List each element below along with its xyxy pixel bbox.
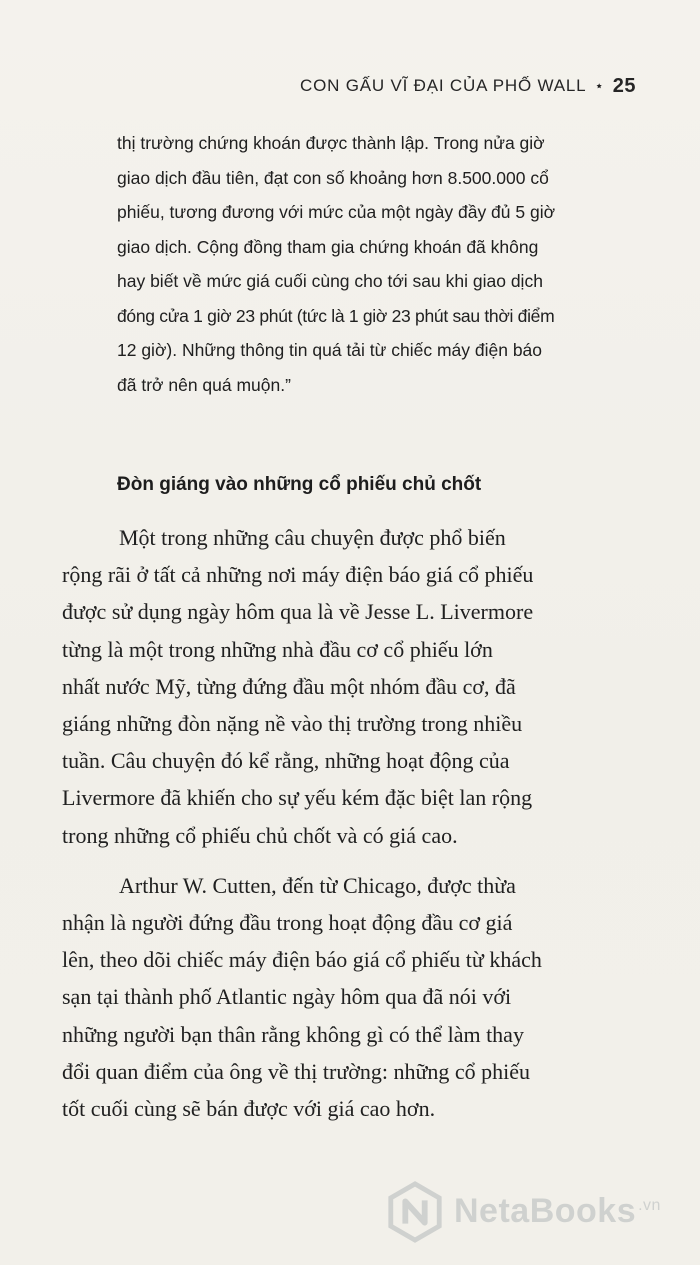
body-line: đổi quan điểm của ông về thị trường: những cổ phiếu	[62, 1058, 531, 1084]
quote-line: giao dịch đầu tiên, đạt con số khoảng hơn 8.500.000 cổ	[117, 167, 549, 188]
body-line: giáng những đòn nặng nề vào thị trường trong nhiều	[62, 711, 523, 737]
quote-line: 12 giờ). Những thông tin quá tải từ chiếc máy điện báo	[117, 340, 543, 360]
paragraph	[62, 867, 642, 1127]
body-line: những người bạn thân rằng không gì có thể làm thay	[62, 1021, 524, 1047]
body-line: lên, theo dõi chiếc máy điện báo giá cổ phiếu từ khách	[62, 947, 542, 973]
quote-line: đóng cửa 1 giờ 23 phút (tức là 1 giờ 23 phút sau thời điểm	[117, 305, 555, 326]
star-icon	[596, 75, 602, 97]
body-line: Livermore đã khiến cho sự yếu kém đặc biệt lan rộng	[62, 785, 533, 811]
quote-line: phiếu, tương đương với mức của một ngày đầy đủ 5 giờ	[117, 202, 556, 222]
body-line: từng là một trong những nhà đầu cơ cổ phiếu lớn	[62, 636, 493, 662]
paragraph	[62, 519, 642, 854]
watermark	[378, 1179, 678, 1249]
body-line: được sử dụng ngày hôm qua là về Jesse L. Livermore	[62, 599, 534, 625]
body-line: trong những cổ phiếu chủ chốt và có giá cao.	[62, 822, 458, 848]
quoted-passage	[117, 126, 637, 402]
watermark-brand	[454, 1192, 661, 1231]
running-header	[300, 70, 636, 102]
body-text	[62, 519, 642, 1127]
body-line: nhất nước Mỹ, từng đứng đầu một nhóm đầu cơ, đã	[62, 673, 516, 699]
netabooks-logo-icon	[384, 1181, 446, 1243]
section-heading: Đòn giáng vào những cổ phiếu chủ chốt	[117, 474, 482, 495]
body-line: Một trong những câu chuyện được phổ biến	[119, 525, 506, 550]
quote-line: thị trường chứng khoán được thành lập. Trong nửa giờ	[117, 133, 545, 153]
quote-line: giao dịch. Cộng đồng tham gia chứng khoán đã không	[117, 236, 539, 257]
watermark-brand-name: NetaBooks	[454, 1192, 637, 1230]
body-line: Arthur W. Cutten, đến từ Chicago, được thừa	[119, 872, 516, 898]
quote-line: đã trở nên quá muộn.”	[117, 374, 291, 395]
body-line: sạn tại thành phố Atlantic ngày hôm qua đã nói với	[62, 984, 512, 1010]
watermark-brand-suffix: .vn	[638, 1196, 661, 1214]
book-title: CON GẤU VĨ ĐẠI CỦA PHỐ WALL	[300, 76, 587, 95]
body-line: tuần. Câu chuyện đó kể rằng, những hoạt động của	[62, 748, 510, 774]
quote-line: hay biết về mức giá cuối cùng cho tới sau khi giao dịch	[117, 271, 543, 291]
body-line: nhận là người đứng đầu trong hoạt động đầu cơ giá	[62, 910, 513, 936]
body-line: rộng rãi ở tất cả những nơi máy điện báo giá cổ phiếu	[62, 562, 534, 588]
page-number: 25	[612, 74, 636, 97]
body-line: tốt cuối cùng sẽ bán được với giá cao hơn.	[62, 1096, 436, 1122]
paragraph-spacer	[62, 854, 642, 867]
